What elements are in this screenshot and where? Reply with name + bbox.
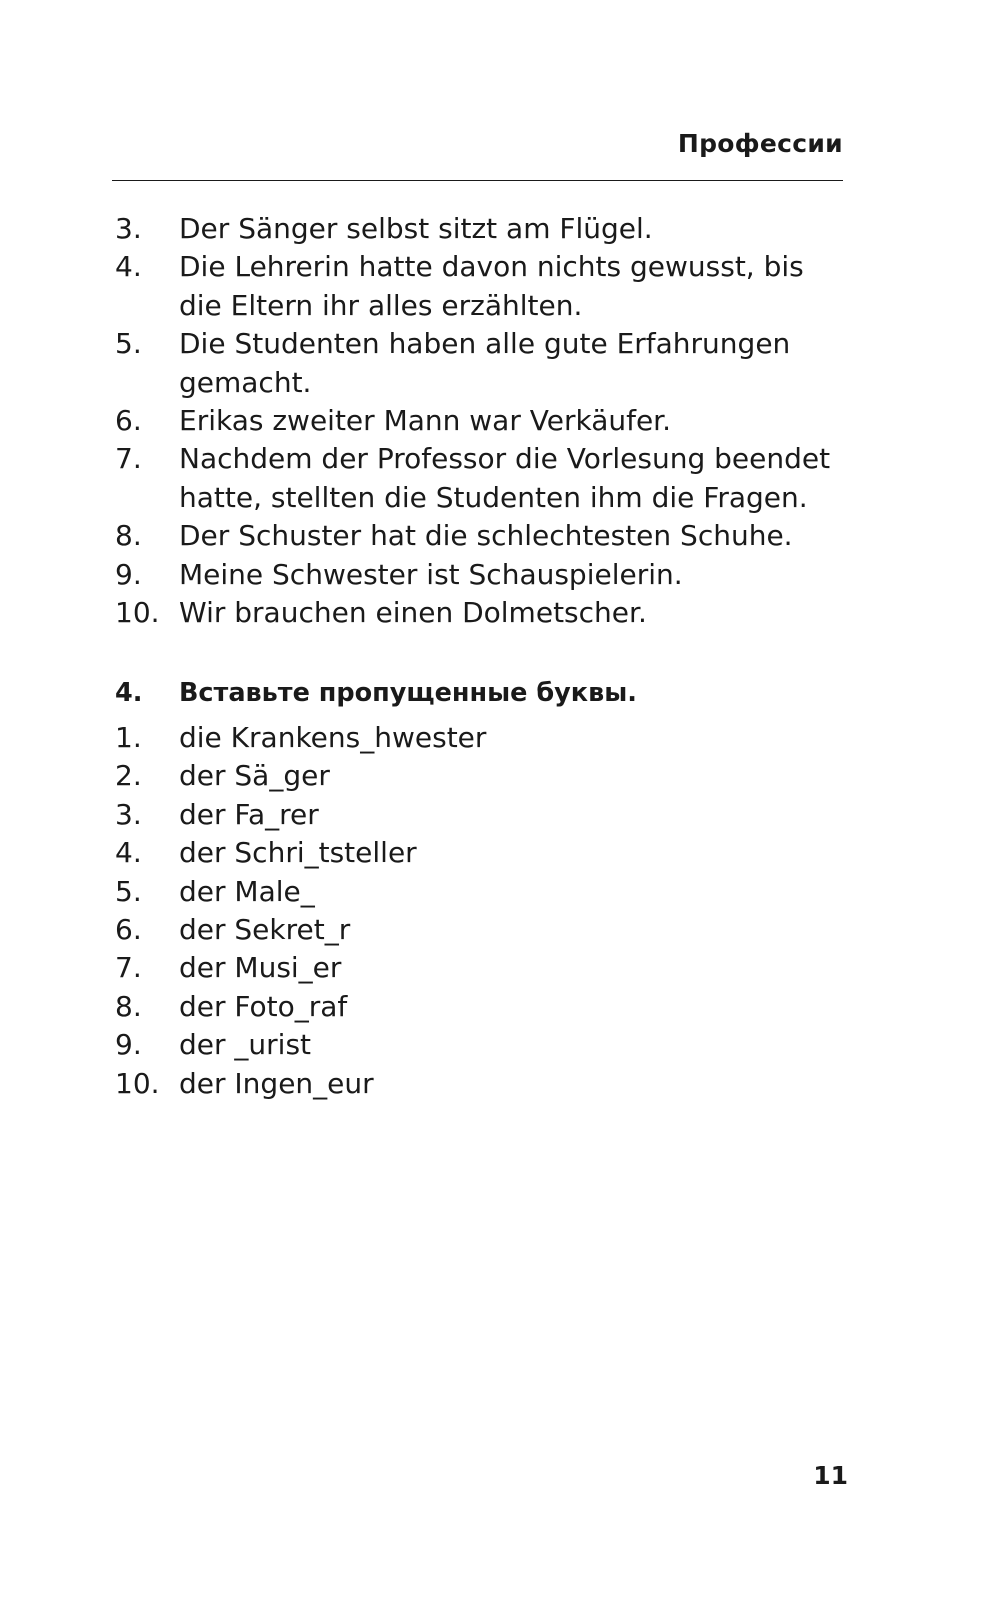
list-item xyxy=(115,796,486,834)
list-item xyxy=(115,949,486,987)
item-text: der Musi_er xyxy=(179,951,342,985)
list-item xyxy=(115,1026,486,1064)
item-number: 4. xyxy=(115,836,142,870)
item-number: 8. xyxy=(115,989,142,1023)
list-item xyxy=(115,1065,486,1103)
list-item xyxy=(115,873,486,911)
item-text: Nachdem der Professor die Vorlesung beendet xyxy=(179,442,831,476)
list-item xyxy=(115,911,486,949)
item-number: 2. xyxy=(115,759,142,793)
item-text: die Krankens_hwester xyxy=(179,721,487,754)
item-text: Wir brauchen einen Dolmetscher. xyxy=(179,596,647,630)
item-text: der Male_ xyxy=(179,874,315,908)
item-text: der _urist xyxy=(179,1028,312,1062)
item-text: der Ingen_eur xyxy=(179,1066,374,1100)
list-item xyxy=(115,988,486,1026)
list-item xyxy=(115,517,830,555)
task-heading xyxy=(115,674,637,712)
item-text: Meine Schwester ist Schauspielerin. xyxy=(179,557,683,591)
item-text: Der Schuster hat die schlechtesten Schuhe. xyxy=(179,519,793,553)
item-number: 3. xyxy=(115,797,142,831)
item-text: der Sekret_r xyxy=(179,913,351,947)
task-number: 4. xyxy=(115,678,143,708)
item-number: 1. xyxy=(115,721,142,754)
item-text: die Eltern ihr alles erzählten. xyxy=(179,288,583,322)
item-number: 5. xyxy=(115,874,142,908)
item-text: Erikas zweiter Mann war Verkäufer. xyxy=(179,404,672,438)
item-text: hatte, stellten die Studenten ihm die Fragen. xyxy=(179,480,808,514)
item-text: gemacht. xyxy=(179,365,312,399)
list-item xyxy=(115,719,486,757)
page-number: 11 xyxy=(813,1461,848,1490)
item-text: der Fa_rer xyxy=(179,797,319,831)
item-text: der Schri_tsteller xyxy=(179,836,417,870)
item-number: 3. xyxy=(115,212,142,245)
list-item xyxy=(115,325,830,402)
list-item xyxy=(115,556,830,594)
item-number: 6. xyxy=(115,913,142,947)
list-item xyxy=(115,210,830,248)
item-number: 8. xyxy=(115,519,142,553)
item-number: 5. xyxy=(115,327,142,361)
header-divider xyxy=(112,180,843,181)
item-text: der Foto_raf xyxy=(179,989,348,1023)
answer-list xyxy=(115,210,830,632)
item-number: 7. xyxy=(115,442,142,476)
item-number: 9. xyxy=(115,557,142,591)
item-text: Der Sänger selbst sitzt am Flügel. xyxy=(179,212,653,245)
item-number: 4. xyxy=(115,250,142,284)
list-item xyxy=(115,757,486,795)
list-item xyxy=(115,248,830,325)
list-item xyxy=(115,440,830,517)
item-number: 10. xyxy=(115,596,160,630)
list-item xyxy=(115,594,830,632)
item-text: Die Lehrerin hatte davon nichts gewusst, bis xyxy=(179,250,804,284)
list-item xyxy=(115,834,486,872)
item-number: 6. xyxy=(115,404,142,438)
item-text: Die Studenten haben alle gute Erfahrungen xyxy=(179,327,791,361)
list-item xyxy=(115,402,830,440)
exercise-list xyxy=(115,719,486,1103)
item-number: 9. xyxy=(115,1028,142,1062)
task-title: Вставьте пропущенные буквы. xyxy=(179,678,637,708)
item-number: 10. xyxy=(115,1066,160,1100)
running-title: Профессии xyxy=(677,129,843,158)
item-number: 7. xyxy=(115,951,142,985)
item-text: der Sä_ger xyxy=(179,759,330,793)
